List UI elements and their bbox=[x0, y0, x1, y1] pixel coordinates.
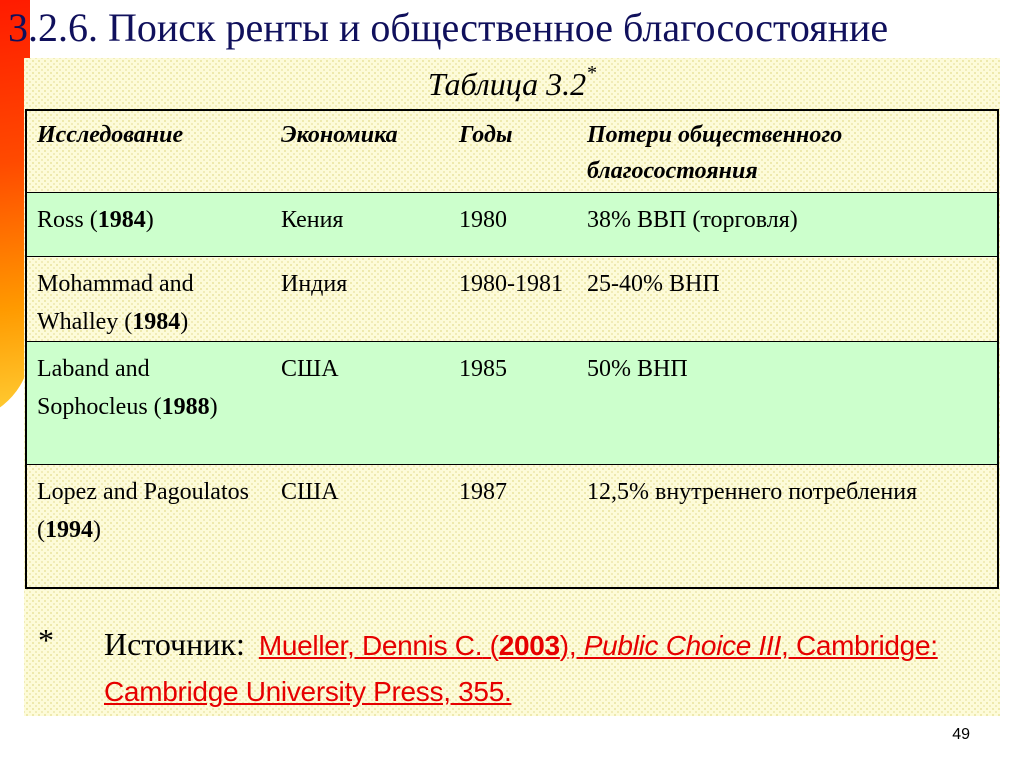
study-authors: Lopez and Pagoulatos bbox=[37, 479, 249, 505]
study-year: 1994 bbox=[45, 517, 93, 543]
cell-welfare-loss: 25-40% ВНП bbox=[587, 271, 720, 297]
cell-years: 1980 bbox=[449, 193, 577, 257]
cell-welfare-loss: 12,5% внутреннего потребления bbox=[587, 479, 918, 505]
table-caption-text: Таблица 3.2 bbox=[427, 66, 587, 102]
slide-title: 3.2.6. Поиск ренты и общественное благосостояние bbox=[8, 5, 889, 50]
cell-years: 1980-1981 bbox=[459, 271, 563, 297]
source-book-title: Public Choice III bbox=[583, 630, 781, 661]
table-row bbox=[26, 465, 998, 589]
cell-years: 1987 bbox=[459, 479, 507, 505]
study-authors: Mohammad and Whalley bbox=[37, 271, 194, 335]
table-row bbox=[26, 257, 998, 342]
cell-economy: США bbox=[281, 479, 339, 505]
study-authors: Laband and Sophocleus bbox=[37, 356, 150, 420]
table-row bbox=[26, 342, 998, 465]
cell-welfare-loss: 50% ВНП bbox=[577, 342, 998, 465]
study-authors: Ross bbox=[37, 207, 84, 233]
cell-economy: США bbox=[271, 342, 449, 465]
cell-study: Laband and Sophocleus (1988) bbox=[26, 342, 271, 465]
table-header-row bbox=[26, 110, 998, 193]
study-year: 1984 bbox=[97, 207, 146, 233]
cell-study: Lopez and Pagoulatos (1994) bbox=[37, 479, 249, 543]
cell-study: Ross (1984) bbox=[26, 193, 271, 257]
page-number: 49 bbox=[952, 726, 970, 743]
cell-welfare-loss: 38% ВВП (торговля) bbox=[577, 193, 998, 257]
cell-economy: Кения bbox=[271, 193, 449, 257]
header-welfare-loss: Потери общественного благосостояния bbox=[587, 122, 843, 184]
source-year: 2003 bbox=[498, 630, 560, 661]
table-row bbox=[26, 193, 998, 257]
header-study: Исследование bbox=[37, 122, 184, 148]
source-author: Mueller, Dennis C. bbox=[258, 630, 483, 661]
source-publisher: Cambridge: Cambridge University Press, 355. bbox=[104, 630, 938, 707]
header-years: Годы bbox=[459, 122, 513, 148]
rent-seeking-table bbox=[25, 109, 999, 589]
study-year: 1984 bbox=[132, 309, 181, 335]
footnote-marker: * bbox=[38, 622, 54, 658]
footnote-body bbox=[104, 622, 988, 714]
cell-economy: Индия bbox=[281, 271, 348, 297]
table-caption-footnote-mark: * bbox=[586, 62, 597, 84]
source-citation-link[interactable]: Mueller, Dennis C. (2003), Public Choice III, Cambridge: Cambridge University Press, 355. bbox=[104, 630, 938, 707]
footnote-label: Источник: bbox=[104, 626, 245, 662]
table-caption bbox=[0, 62, 1024, 103]
cell-study: Mohammad and Whalley (1984) bbox=[37, 271, 194, 335]
cell-years: 1985 bbox=[449, 342, 577, 465]
header-economy: Экономика bbox=[281, 122, 398, 148]
study-year: 1988 bbox=[161, 394, 210, 420]
